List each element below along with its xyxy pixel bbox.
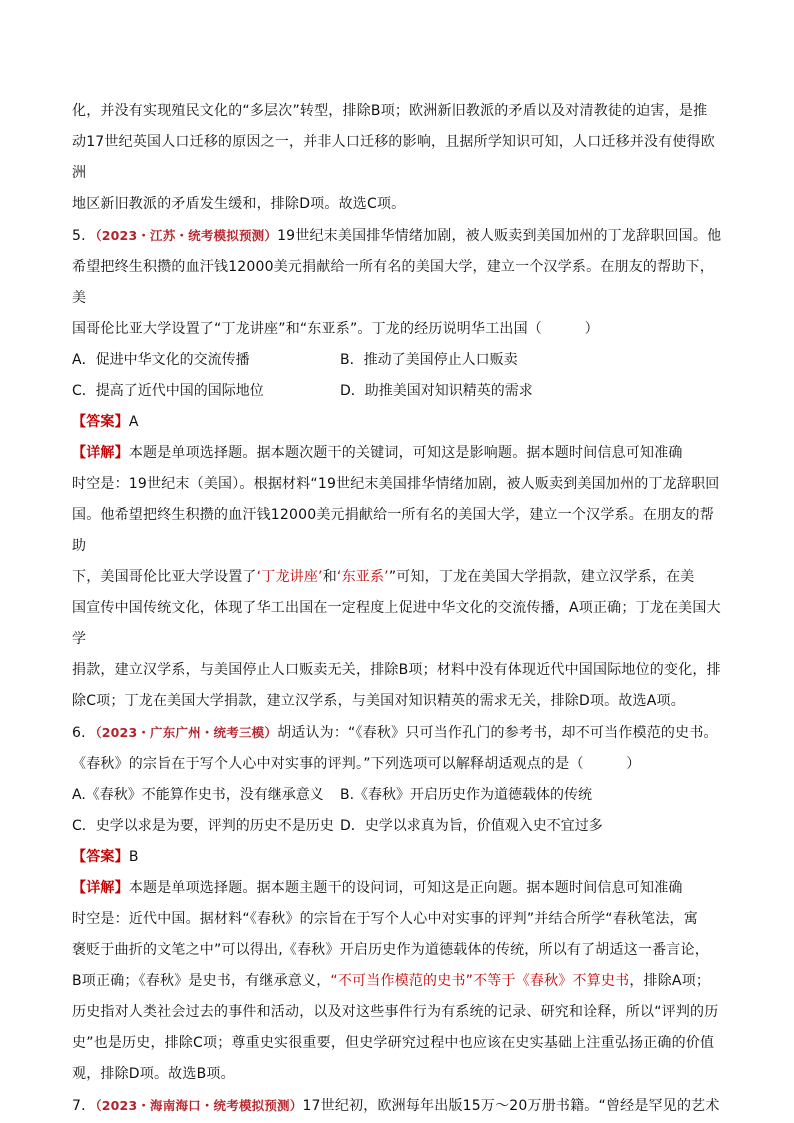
detail-text: 本题是单项选择题。据本题次题干的关键词，可知这是影响题。据本题时间信息可知准确 <box>128 445 683 461</box>
highlight-text: ‘丁龙讲座’ <box>256 569 323 585</box>
stem-line: 希望把终生积攒的血汗钱12000美元捐献给一所有名的美国大学，建立一个汉学系。在朋友的帮助下，美 <box>72 259 714 306</box>
highlight-text: “不可当作模范的史书”不等于《春秋》不算史书 <box>330 973 630 989</box>
question-source: （2023・海南海口・统考模拟预测） <box>95 1098 303 1113</box>
question-number: 7． <box>72 1098 96 1114</box>
question-number: 6． <box>72 725 96 741</box>
option-c: C．史学以求是为要，评判的历史不是历史 <box>72 818 334 834</box>
detail-line: 历史指对人类社会过去的事件和活动，以及对这些事件行为有系统的记录、研究和诠释，所以“评判的历 <box>72 1004 719 1020</box>
detail-text: 本题是单项选择题。据本题主题干的设问词，可知这是正向题。据本题时间信息可知准确 <box>128 880 683 896</box>
detail-label: 【详解】 <box>72 880 129 896</box>
question-source: （2023・江苏・统考模拟预测） <box>95 228 278 243</box>
question-5-options <box>72 345 724 407</box>
stem-line: 国哥伦比亚大学设置了“丁龙讲座”和“东亚系”。丁龙的经历说明华工出国（ ） <box>72 321 599 337</box>
stem-text: 19世纪末美国排华情绪加剧，被人贩卖到美国加州的丁龙辞职回国。他 <box>277 228 722 244</box>
option-d: D．助推美国对知识精英的需求 <box>340 383 533 399</box>
answer-label: 【答案】 <box>72 849 129 865</box>
option-c: C．提高了近代中国的国际地位 <box>72 383 264 399</box>
question-6-options <box>72 780 724 842</box>
detail-line: 时空是：近代中国。据材料“《春秋》的宗旨在于写个人心中对实事的评判”并结合所学“春秋笔法，寓 <box>72 911 698 927</box>
stem-text: 胡适认为：“《春秋》只可当作孔门的参考书，却不可当作模范的史书。 <box>277 725 718 741</box>
detail-text: ，排除A项； <box>629 973 711 989</box>
question-source: （2023・广东广州・统考三模） <box>95 725 278 740</box>
detail-line <box>72 873 724 904</box>
answer-label: 【答案】 <box>72 414 129 430</box>
option-b: B.《春秋》开启历史作为道德载体的传统 <box>340 787 593 803</box>
detail-line <box>72 966 724 997</box>
detail-line: 除C项；丁龙在美国大学捐款，建立汉学系，与美国对知识精英的需求无关，排除D项。故选A项。 <box>72 693 685 709</box>
question-7-stem <box>72 1090 724 1122</box>
question-5-stem <box>72 220 724 252</box>
option-a: A.《春秋》不能算作史书，没有继承意义 <box>72 787 324 803</box>
intro-line: 地区新旧教派的矛盾发生缓和，排除D项。故选C项。 <box>72 196 406 212</box>
answer-value: A <box>128 414 139 430</box>
document-content <box>72 96 724 1122</box>
detail-label: 【详解】 <box>72 445 129 461</box>
detail-line: 时空是：19世纪末（美国）。根据材料“19世纪末美国排华情绪加剧，被人贩卖到美国加州的丁龙辞职回 <box>72 476 720 492</box>
detail-text: 和 <box>322 569 337 585</box>
detail-line: 捐款，建立汉学系，与美国停止人口贩卖无关，排除B项；材料中没有体现近代中国国际地位的变化，排 <box>72 662 721 678</box>
detail-text: 下，美国哥伦比亚大学设置了 <box>72 569 257 585</box>
intro-line: 动17世纪英国人口迁移的原因之一，并非人口迁移的影响，且据所学知识可知，人口迁移并没有使得欧洲 <box>72 134 716 181</box>
detail-line: 国。他希望把终生积攒的血汗钱12000美元捐献给一所有名的美国大学，建立一个汉学系。在朋友的帮助 <box>72 507 714 554</box>
detail-text: ”可知，丁龙在美国大学捐款，建立汉学系，在美 <box>388 569 695 585</box>
detail-line: 观，排除D项。故选B项。 <box>72 1066 235 1082</box>
option-d: D．史学以求真为旨，价值观入史不宜过多 <box>340 818 603 834</box>
detail-text: B项正确；《春秋》是史书，有继承意义， <box>72 973 331 989</box>
answer-line <box>72 842 724 873</box>
detail-line: 史”也是历史，排除C项；尊重史实很重要，但史学研究过程中也应该在史实基础上注重弘扬正确的价值 <box>72 1035 715 1051</box>
detail-line: 褒贬于曲折的文笔之中”可以得出,《春秋》开启历史作为道德载体的传统，所以有了胡适这一番言论， <box>72 942 709 958</box>
detail-line <box>72 562 724 593</box>
stem-line: 《春秋》的宗旨在于写个人心中对实事的评判。”下列选项可以解释胡适观点的是（ ） <box>72 756 641 772</box>
highlight-text: ‘东亚系’ <box>336 569 389 585</box>
option-a: A．促进中华文化的交流传播 <box>72 352 250 368</box>
answer-value: B <box>128 849 139 865</box>
question-6-stem <box>72 717 724 749</box>
detail-line: 国宣传中国传统文化，体现了华工出国在一定程度上促进中华文化的交流传播，A项正确；丁龙在美国大学 <box>72 600 721 647</box>
stem-text: 17世纪初，欧洲每年出版15万～20万册书籍。“曾经是罕见的艺术 <box>302 1098 720 1114</box>
intro-line: 化，并没有实现殖民文化的“多层次”转型，排除B项；欧洲新旧教派的矛盾以及对清教徒的迫害，是推 <box>72 103 708 119</box>
answer-line <box>72 407 724 438</box>
option-b: B．推动了美国停止人口贩卖 <box>340 352 518 368</box>
question-number: 5． <box>72 228 96 244</box>
detail-line <box>72 438 724 469</box>
